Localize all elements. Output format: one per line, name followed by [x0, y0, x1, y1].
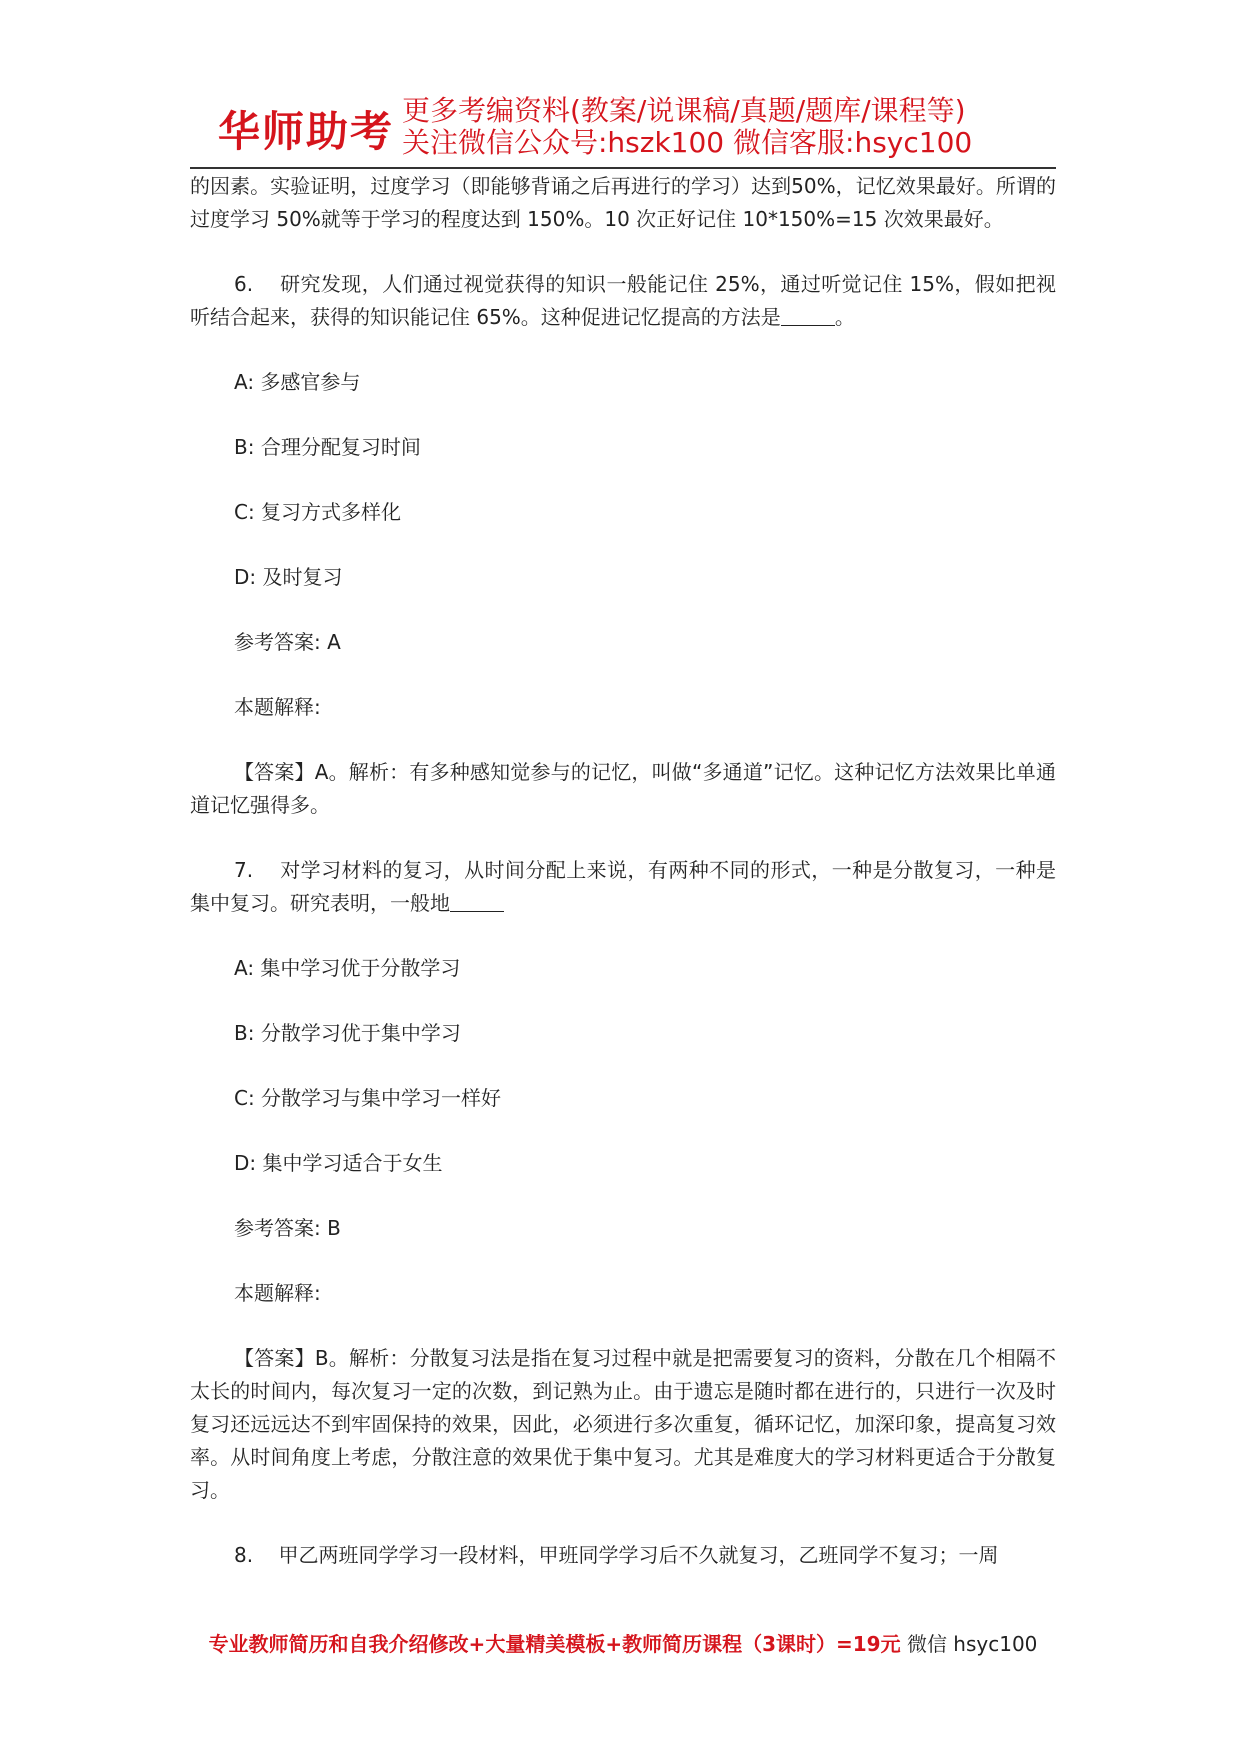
question-text: 甲乙两班同学学习一段材料，甲班同学学习后不久就复习，乙班同学不复习；一周 — [278, 1543, 999, 1567]
question-text: 研究发现，人们通过视觉获得的知识一般能记住 25%，通过听觉记住 15%，假如把视听结合起来，获得的知识能记住 65%。这种促进记忆提高的方法是 — [190, 272, 1056, 329]
answer-blank — [450, 891, 504, 912]
question-8-stem — [190, 1539, 1056, 1572]
reference-answer: 参考答案: B — [234, 1216, 341, 1240]
footer-contact: 微信 hsyc100 — [906, 1632, 1038, 1656]
option-d: D: 及时复习 — [234, 565, 343, 589]
option-c: C: 复习方式多样化 — [234, 500, 402, 524]
reference-answer: 参考答案: A — [234, 630, 341, 654]
header-banner — [190, 90, 1056, 160]
question-number: 6. — [234, 272, 254, 296]
footer-ad — [190, 1630, 1056, 1658]
question-6-stem — [190, 268, 1056, 334]
document-body — [190, 170, 1056, 1572]
explanation-text: 【答案】A。解析：有多种感知觉参与的记忆，叫做“多通道”记忆。这种记忆方法效果比单通道记忆强得多。 — [190, 760, 1056, 817]
answer-blank — [781, 305, 835, 326]
option-a: A: 集中学习优于分散学习 — [234, 956, 461, 980]
option-a: A: 多感官参与 — [234, 370, 361, 394]
question-number: 7. — [234, 858, 254, 882]
explanation-label: 本题解释: — [234, 1281, 321, 1305]
option-b: B: 合理分配复习时间 — [234, 435, 421, 459]
brand-logo: 华师助考 — [218, 107, 395, 156]
promo-line-2: 关注微信公众号:hszk100 微信客服:hsyc100 — [402, 126, 973, 159]
continuation-paragraph: 的因素。实验证明，过度学习（即能够背诵之后再进行的学习）达到50%，记忆效果最好。所谓的过度学习 50%就等于学习的程度达到 150%。10 次正好记住 10*150%=15 次效果最好。 — [190, 174, 1056, 231]
question-text: 对学习材料的复习，从时间分配上来说，有两种不同的形式，一种是分散复习，一种是集中复习。研究表明，一般地 — [190, 858, 1056, 915]
option-b: B: 分散学习优于集中学习 — [234, 1021, 461, 1045]
option-d: D: 集中学习适合于女生 — [234, 1151, 443, 1175]
footer-ad-text: 专业教师简历和自我介绍修改+大量精美模板+教师简历课程（3课时）=19元 — [208, 1632, 901, 1656]
header-divider — [190, 167, 1056, 169]
question-end: 。 — [834, 305, 855, 329]
question-7-stem — [190, 854, 1056, 920]
question-number: 8. — [234, 1543, 254, 1567]
explanation-text: 【答案】B。解析：分散复习法是指在复习过程中就是把需要复习的资料，分散在几个相隔不太长的时间内，每次复习一定的次数，到记熟为止。由于遗忘是随时都在进行的，只进行一次及时复习还远远达不到牢固保持的效果，因此，必须进行多次重复，循环记忆，加深印象，提高复习效率。从时间角度上考虑，分散注意的效果优于集中复习。尤其是难度大的学习材料更适合于分散复习。 — [190, 1346, 1056, 1502]
promo-line-1: 更多考编资料(教案/说课稿/真题/题库/课程等) — [402, 94, 966, 127]
option-c: C: 分散学习与集中学习一样好 — [234, 1086, 502, 1110]
explanation-label: 本题解释: — [234, 695, 321, 719]
